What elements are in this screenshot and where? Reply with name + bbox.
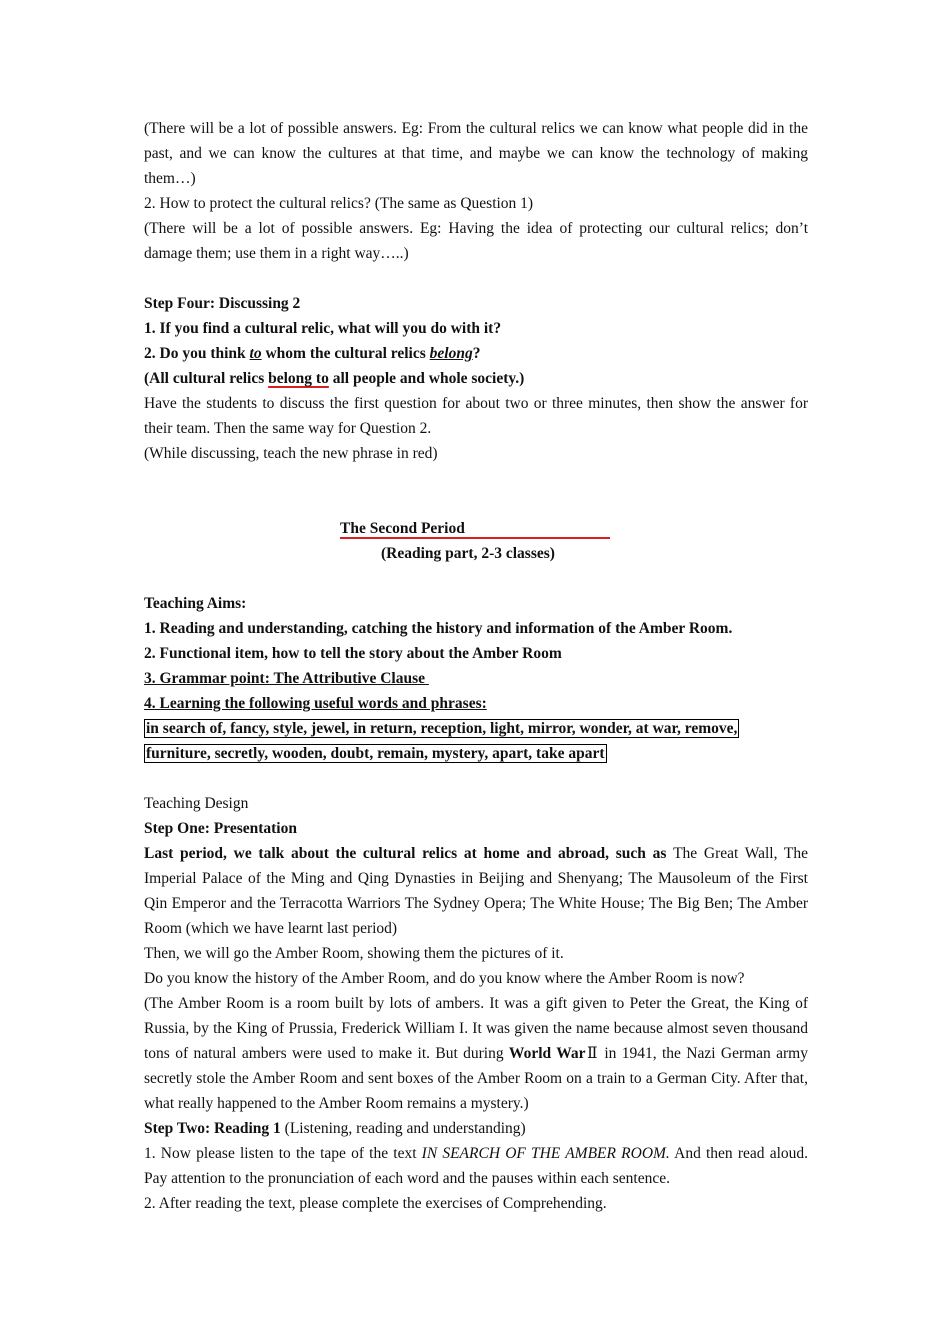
step-four-heading: Step Four: Discussing 2 bbox=[144, 295, 301, 312]
second-period-title-line bbox=[144, 516, 808, 541]
second-period-subtitle: (Reading part, 2-3 classes) bbox=[381, 545, 555, 562]
step-one-lead: Last period, we talk about the cultural relics at home and abroad, such as The Great Wall, The Imperial Palace of the Ming and Qing Dynasties in Beijing and Shenyang; The Mausoleum of the First Qin Emperor and the Terracotta Warriors The Sydney Opera; The White House; The Big Ben; The Amber Room (which we have learnt last period) bbox=[144, 845, 809, 937]
aims-item-1: 1. Reading and understanding, catching the history and information of the Amber Room. bbox=[144, 620, 733, 637]
reading-step-1: 1. Now please listen to the tape of the text IN SEARCH OF THE AMBER ROOM. And then read aloud. Pay attention to the pronunciation of each word and the pauses within each sentence. bbox=[144, 1145, 808, 1187]
aims-item-4: 4. Learning the following useful words and phrases: bbox=[144, 695, 487, 712]
step-four-note: (While discussing, teach the new phrase in red) bbox=[144, 445, 438, 462]
aims-words-line-2: furniture, secretly, wooden, doubt, remain, mystery, apart, take apart bbox=[146, 745, 605, 762]
answer-2: (There will be a lot of possible answers. Eg: Having the idea of protecting our cultural relics; don’t damage them; use them in a right way…..) bbox=[144, 220, 808, 262]
word-belong: belong bbox=[429, 345, 473, 362]
step-two-heading: Step Two: Reading 1 (Listening, reading and understanding) bbox=[144, 1120, 526, 1137]
answer-1: (There will be a lot of possible answers. Eg: From the cultural relics we can know what people did in the past, and we can know the cultures at that time, and maybe we can know the technology of making them…) bbox=[144, 120, 808, 187]
step-four-question-1: 1. If you find a cultural relic, what will you do with it? bbox=[144, 320, 502, 337]
design-heading: Teaching Design bbox=[144, 795, 249, 812]
aims-item-2: 2. Functional item, how to tell the story about the Amber Room bbox=[144, 645, 562, 662]
step-one-heading: Step One: Presentation bbox=[144, 820, 297, 837]
aims-heading: Teaching Aims: bbox=[144, 595, 247, 612]
question-2: 2. How to protect the cultural relics? (The same as Question 1) bbox=[144, 195, 534, 212]
amber-room-history: (The Amber Room is a room built by lots of ambers. It was a gift given to Peter the Great, the King of Russia, by the King of Prussia, Frederick William I. It was given the name because almost seven thousand tons of natural ambers were used to make it. But during World WarⅡ in 1941, the Nazi German army secretly stole the Amber Room and sent boxes of the Amber Room on a train to a German City. After that, what really happened to the Amber Room remains a mystery.) bbox=[144, 995, 808, 1112]
second-period-title: The Second Period bbox=[340, 516, 465, 541]
step-one-question: Do you know the history of the Amber Room, and do you know where the Amber Room is now? bbox=[144, 970, 745, 987]
step-four-instruction: Have the students to discuss the first question for about two or three minutes, then show the answer for their team. Then the same way for Question 2. bbox=[144, 395, 808, 437]
aims-item-3: 3. Grammar point: The Attributive Clause bbox=[144, 670, 426, 687]
phrase-belong-to: belong to bbox=[268, 370, 329, 387]
step-four-answer: (All cultural relics belong to all people and whole society.) bbox=[144, 370, 525, 387]
word-to: to bbox=[249, 345, 262, 362]
document-page bbox=[144, 116, 808, 1216]
step-four-question-2: 2. Do you think to whom the cultural relics belong? bbox=[144, 345, 481, 362]
reading-step-2: 2. After reading the text, please complete the exercises of Comprehending. bbox=[144, 1195, 607, 1212]
step-one-then: Then, we will go the Amber Room, showing them the pictures of it. bbox=[144, 945, 564, 962]
aims-words-line-1: in search of, fancy, style, jewel, in return, reception, light, mirror, wonder, at war, remove, bbox=[146, 720, 738, 737]
